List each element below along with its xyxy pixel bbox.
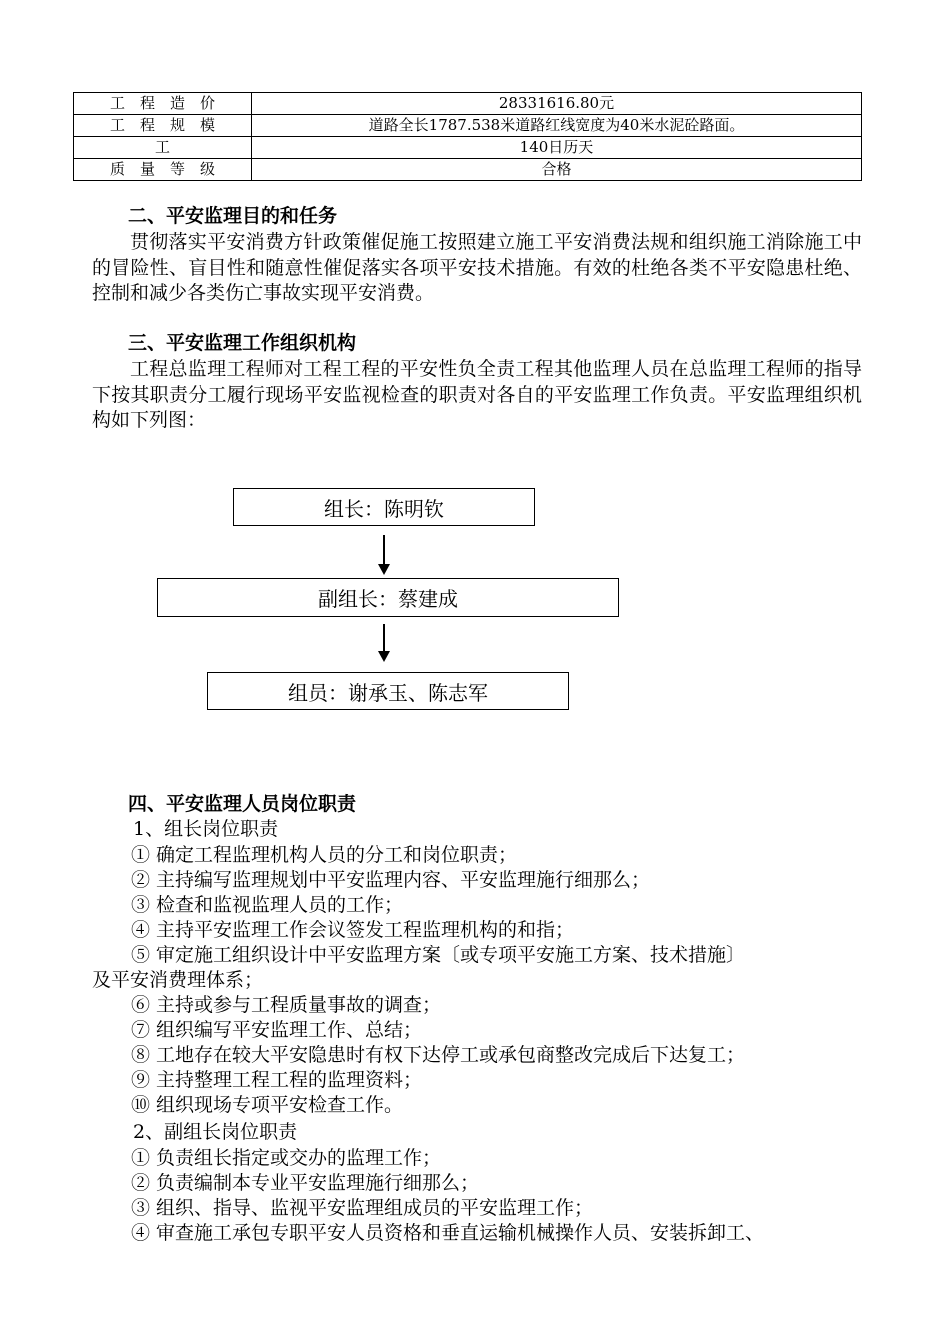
project-info-table [73, 92, 862, 181]
list-item: ⑤ 审定施工组织设计中平安监理方案〔或专项平安施工方案、技术措施〕 [131, 944, 746, 966]
row-value-cost: 28331616.80元 [252, 93, 862, 115]
list-item: ② 主持编写监理规划中平安监理内容、平安监理施行细那么； [131, 869, 651, 891]
list-item: ⑦ 组织编写平安监理工作、总结； [131, 1019, 423, 1041]
row-label-scale: 工 程 规 模 [74, 115, 252, 137]
list-item: ① 确定工程监理机构人员的分工和岗位职责； [131, 844, 518, 866]
section2-body: 贯彻落实平安消费方针政策催促施工按照建立施工平安消费法规和组织施工消除施工中的冒险性、盲目性和随意性催促落实各项平安技术措施。有效的杜绝各类不平安隐患杜绝、控制和减少各类伤亡事故实现平安消费。 [92, 231, 862, 304]
org-members-label: 组员：谢承玉、陈志军 [288, 680, 488, 705]
arrow-down-icon [376, 535, 392, 575]
table-row [74, 137, 862, 159]
list-item: ③ 检查和监视监理人员的工作； [131, 894, 404, 916]
list-item: ③ 组织、指导、监视平安监理组成员的平安监理工作； [131, 1197, 594, 1219]
row-label-quality: 质 量 等 级 [74, 159, 252, 181]
org-leader-label: 组长：陈明钦 [324, 496, 444, 521]
list-item: ⑥ 主持或参与工程质量事故的调查； [131, 994, 442, 1016]
list-item: ① 负责组长指定或交办的监理工作； [131, 1147, 442, 1169]
subsection-2-title: 2、副组长岗位职责 [133, 1121, 298, 1143]
section3-body: 工程总监理工程师对工程工程的平安性负全责工程其他监理人员在总监理工程师的指导下按其职责分工履行现场平安监视检查的职责对各自的平安监理工作负责。平安监理组织机构如下列图： [92, 358, 862, 431]
row-label-duration: 工 [74, 137, 252, 159]
subsection-1-title: 1、组长岗位职责 [133, 818, 279, 840]
table-row [74, 159, 862, 181]
row-value-duration: 140日历天 [252, 137, 862, 159]
row-label-cost: 工 程 造 价 [74, 93, 252, 115]
org-box-deputy [157, 578, 619, 617]
list-item: ④ 审查施工承包专职平安人员资格和垂直运输机械操作人员、安装拆卸工、 [131, 1222, 765, 1244]
list-item: ⑧ 工地存在较大平安隐患时有权下达停工或承包商整改完成后下达复工； [131, 1044, 746, 1066]
list-item: ④ 主持平安监理工作会议签发工程监理机构的和指； [131, 919, 575, 941]
row-value-quality: 合格 [252, 159, 862, 181]
list-item-continuation: 及平安消费理体系； [92, 969, 264, 991]
list-item: ② 负责编制本专业平安监理施行细那么； [131, 1172, 480, 1194]
org-deputy-label: 副组长：蔡建成 [318, 587, 458, 611]
org-box-members [207, 672, 569, 710]
list-item: ⑨ 主持整理工程工程的监理资料； [131, 1069, 423, 1091]
row-value-scale: 道路全长1787.538米道路红线宽度为40米水泥砼路面。 [252, 115, 862, 137]
section3-heading: 三、平安监理工作组织机构 [128, 332, 357, 354]
section4-heading: 四、平安监理人员岗位职责 [128, 793, 357, 815]
table-row [74, 115, 862, 137]
org-box-leader [233, 488, 535, 526]
arrow-down-icon [376, 624, 392, 664]
table-row [74, 93, 862, 115]
list-item: ⑩ 组织现场专项平安检查工作。 [131, 1094, 404, 1116]
section2-heading: 二、平安监理目的和任务 [128, 205, 338, 227]
